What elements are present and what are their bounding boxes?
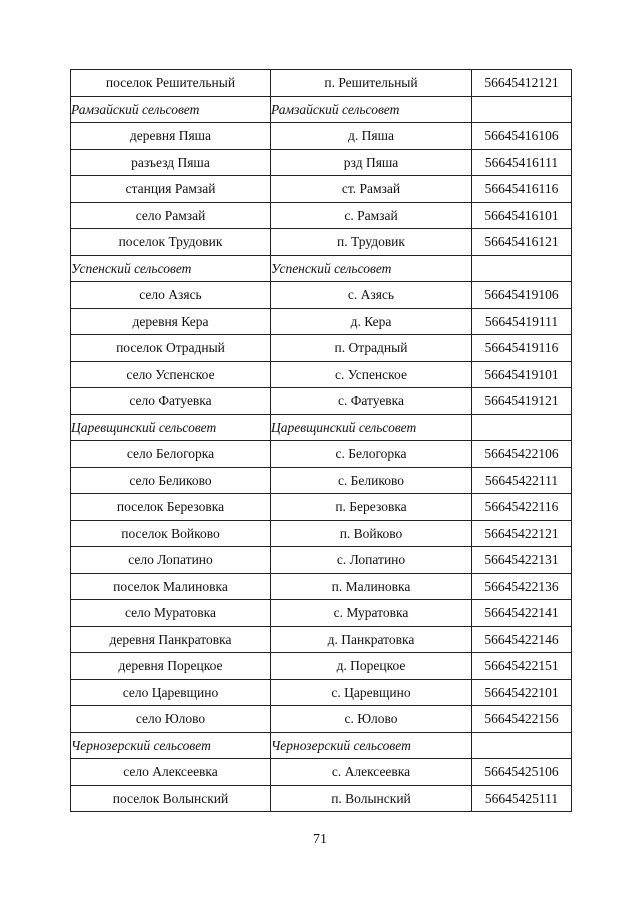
- table-group-row: [71, 732, 572, 759]
- settlement-name-cell: село Фатуевка: [71, 388, 271, 415]
- settlement-name-cell: станция Рамзай: [71, 176, 271, 203]
- settlement-abbr-cell: с. Беликово: [271, 467, 472, 494]
- oktmo-code-cell: 56645422141: [472, 600, 572, 627]
- settlement-abbr-cell: с. Царевщино: [271, 679, 472, 706]
- settlement-abbr-cell: с. Успенское: [271, 361, 472, 388]
- table-row: [71, 467, 572, 494]
- table-row: [71, 520, 572, 547]
- settlement-abbr-cell: с. Фатуевка: [271, 388, 472, 415]
- table-group-row: [71, 96, 572, 123]
- table-row: [71, 229, 572, 256]
- settlement-abbr-cell: д. Панкратовка: [271, 626, 472, 653]
- settlement-name-cell: село Рамзай: [71, 202, 271, 229]
- table-row: [71, 361, 572, 388]
- oktmo-code-cell: [472, 414, 572, 441]
- oktmo-code-cell: 56645422121: [472, 520, 572, 547]
- oktmo-code-cell: 56645416101: [472, 202, 572, 229]
- settlement-name-cell: Чернозерский сельсовет: [71, 732, 271, 759]
- settlement-name-cell: деревня Кера: [71, 308, 271, 335]
- settlement-name-cell: деревня Панкратовка: [71, 626, 271, 653]
- settlements-table: [70, 69, 572, 812]
- table-row: [71, 494, 572, 521]
- settlement-abbr-cell: п. Войково: [271, 520, 472, 547]
- settlement-name-cell: Рамзайский сельсовет: [71, 96, 271, 123]
- oktmo-code-cell: 56645422116: [472, 494, 572, 521]
- oktmo-code-cell: 56645416111: [472, 149, 572, 176]
- oktmo-code-cell: [472, 96, 572, 123]
- oktmo-code-cell: 56645416121: [472, 229, 572, 256]
- oktmo-code-cell: 56645419106: [472, 282, 572, 309]
- settlement-abbr-cell: п. Трудовик: [271, 229, 472, 256]
- oktmo-code-cell: 56645422131: [472, 547, 572, 574]
- settlement-abbr-cell: д. Порецкое: [271, 653, 472, 680]
- settlement-name-cell: поселок Трудовик: [71, 229, 271, 256]
- table-row: [71, 335, 572, 362]
- settlement-name-cell: поселок Решительный: [71, 70, 271, 97]
- settlement-name-cell: село Муратовка: [71, 600, 271, 627]
- settlement-name-cell: село Алексеевка: [71, 759, 271, 786]
- table-row: [71, 202, 572, 229]
- settlement-name-cell: поселок Войково: [71, 520, 271, 547]
- table-row: [71, 282, 572, 309]
- settlement-name-cell: село Юлово: [71, 706, 271, 733]
- oktmo-code-cell: 56645419111: [472, 308, 572, 335]
- settlement-abbr-cell: ст. Рамзай: [271, 176, 472, 203]
- settlement-name-cell: деревня Пяша: [71, 123, 271, 150]
- table-row: [71, 759, 572, 786]
- settlement-name-cell: село Белогорка: [71, 441, 271, 468]
- oktmo-code-cell: 56645412121: [472, 70, 572, 97]
- settlement-abbr-cell: с. Юлово: [271, 706, 472, 733]
- table-row: [71, 626, 572, 653]
- settlement-abbr-cell: д. Кера: [271, 308, 472, 335]
- table-row: [71, 176, 572, 203]
- table-row: [71, 547, 572, 574]
- settlement-name-cell: разъезд Пяша: [71, 149, 271, 176]
- settlement-name-cell: Успенский сельсовет: [71, 255, 271, 282]
- oktmo-code-cell: 56645422156: [472, 706, 572, 733]
- settlement-abbr-cell: с. Алексеевка: [271, 759, 472, 786]
- settlement-abbr-cell: п. Решительный: [271, 70, 472, 97]
- oktmo-code-cell: 56645416106: [472, 123, 572, 150]
- settlement-name-cell: село Царевщино: [71, 679, 271, 706]
- table-row: [71, 600, 572, 627]
- table-row: [71, 785, 572, 812]
- settlement-name-cell: село Азясь: [71, 282, 271, 309]
- oktmo-code-cell: [472, 255, 572, 282]
- table-row: [71, 573, 572, 600]
- table-row: [71, 653, 572, 680]
- table-row: [71, 70, 572, 97]
- settlement-abbr-cell: с. Лопатино: [271, 547, 472, 574]
- oktmo-code-cell: 56645416116: [472, 176, 572, 203]
- oktmo-code-cell: 56645422101: [472, 679, 572, 706]
- oktmo-code-cell: 56645419101: [472, 361, 572, 388]
- settlement-abbr-cell: с. Белогорка: [271, 441, 472, 468]
- settlement-abbr-cell: п. Березовка: [271, 494, 472, 521]
- settlement-name-cell: село Беликово: [71, 467, 271, 494]
- table-group-row: [71, 414, 572, 441]
- table-row: [71, 388, 572, 415]
- settlement-name-cell: поселок Отрадный: [71, 335, 271, 362]
- table-row: [71, 149, 572, 176]
- settlement-abbr-cell: Успенский сельсовет: [271, 255, 472, 282]
- table-row: [71, 679, 572, 706]
- oktmo-code-cell: 56645422151: [472, 653, 572, 680]
- settlement-abbr-cell: Чернозерский сельсовет: [271, 732, 472, 759]
- settlement-abbr-cell: с. Рамзай: [271, 202, 472, 229]
- settlement-abbr-cell: п. Отрадный: [271, 335, 472, 362]
- table-row: [71, 706, 572, 733]
- oktmo-code-cell: 56645419116: [472, 335, 572, 362]
- table-row: [71, 308, 572, 335]
- oktmo-code-cell: 56645419121: [472, 388, 572, 415]
- oktmo-code-cell: 56645422106: [472, 441, 572, 468]
- table-group-row: [71, 255, 572, 282]
- settlement-abbr-cell: д. Пяша: [271, 123, 472, 150]
- settlement-abbr-cell: Царевщинский сельсовет: [271, 414, 472, 441]
- oktmo-code-cell: 56645422146: [472, 626, 572, 653]
- table-body: [71, 70, 572, 812]
- oktmo-code-cell: 56645425111: [472, 785, 572, 812]
- settlement-name-cell: село Успенское: [71, 361, 271, 388]
- oktmo-code-cell: 56645425106: [472, 759, 572, 786]
- settlement-abbr-cell: Рамзайский сельсовет: [271, 96, 472, 123]
- oktmo-code-cell: [472, 732, 572, 759]
- settlement-name-cell: Царевщинский сельсовет: [71, 414, 271, 441]
- settlement-abbr-cell: рзд Пяша: [271, 149, 472, 176]
- table-row: [71, 123, 572, 150]
- settlement-abbr-cell: п. Волынский: [271, 785, 472, 812]
- settlement-abbr-cell: п. Малиновка: [271, 573, 472, 600]
- oktmo-code-cell: 56645422136: [472, 573, 572, 600]
- settlement-name-cell: поселок Волынский: [71, 785, 271, 812]
- table-row: [71, 441, 572, 468]
- settlement-name-cell: деревня Порецкое: [71, 653, 271, 680]
- oktmo-code-cell: 56645422111: [472, 467, 572, 494]
- settlement-abbr-cell: с. Муратовка: [271, 600, 472, 627]
- settlement-name-cell: село Лопатино: [71, 547, 271, 574]
- settlement-name-cell: поселок Малиновка: [71, 573, 271, 600]
- page-number: 71: [313, 832, 327, 847]
- settlement-name-cell: поселок Березовка: [71, 494, 271, 521]
- settlement-abbr-cell: с. Азясь: [271, 282, 472, 309]
